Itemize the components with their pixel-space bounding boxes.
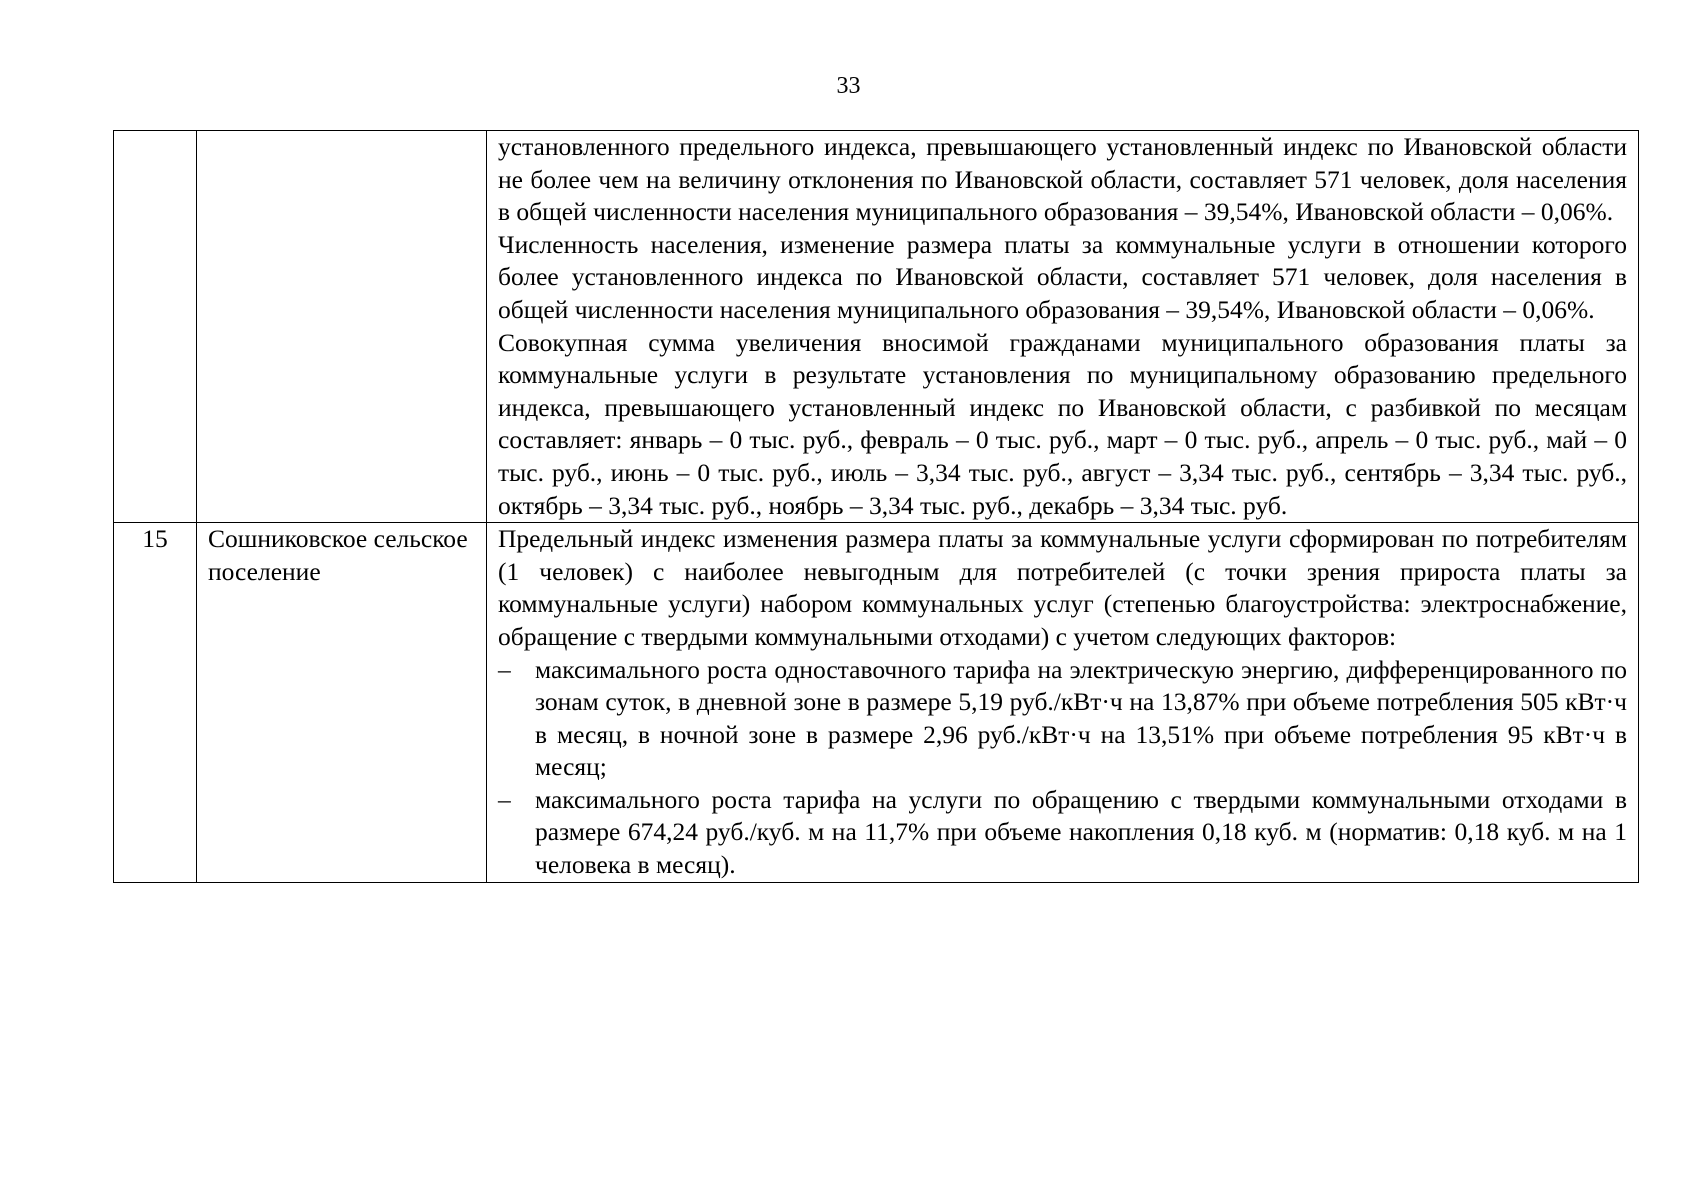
list-item-text: максимального роста одноставочного тарифа на электрическую энергию, дифференцированного по зонам суток, в дневной зоне в размере 5,19 руб./кВт·ч на 13,87% при объеме потребления 505 кВт·ч в месяц, в ночной зоне в размере 2,96 руб./кВт·ч на 13,51% при объеме потребления 95 кВт·ч в месяц; bbox=[535, 654, 1627, 782]
description-paragraph: Совокупная сумма увеличения вносимой гражданами муниципального образования платы за коммунальные услуги в результате установления по муниципальному образованию предельного индекса, превышающего установленный индекс по Ивановской области, с разбивкой по месяцам составляет: январь – 0 тыс. руб., февраль – 0 тыс. руб., март – 0 тыс. руб., апрель – 0 тыс. руб., май – 0 тыс. руб., июнь – 0 тыс. руб., июль – 3,34 тыс. руб., август – 3,34 тыс. руб., сентябрь – 3,34 тыс. руб., октябрь – 3,34 тыс. руб., ноябрь – 3,34 тыс. руб., декабрь – 3,34 тыс. руб. bbox=[498, 327, 1627, 520]
municipality-name-cell: Сошниковское сельское поселение bbox=[197, 523, 487, 883]
description-cell bbox=[487, 523, 1639, 883]
table-row bbox=[114, 523, 1639, 883]
municipal-index-table bbox=[113, 130, 1639, 883]
list-item-text: максимального роста тарифа на услуги по обращению с твердыми коммунальными отходами в размере 674,24 руб./куб. м на 11,7% при объеме накопления 0,18 куб. м (норматив: 0,18 куб. м на 1 человека в месяц). bbox=[535, 784, 1627, 880]
dash-marker: – bbox=[498, 654, 511, 684]
description-cell bbox=[487, 131, 1639, 523]
description-paragraph: Предельный индекс изменения размера платы за коммунальные услуги сформирован по потребителям (1 человек) с наиболее невыгодным для потребителей (с точки зрения прироста платы за коммунальные услуги) набором коммунальных услуг (степенью благоустройства: электроснабжение, обращение с твердыми коммунальными отходами) с учетом следующих факторов: bbox=[498, 524, 1627, 651]
page-number: 33 bbox=[836, 73, 861, 99]
row-number-cell bbox=[114, 131, 197, 523]
description-paragraph: установленного предельного индекса, превышающего установленный индекс по Ивановской области не более чем на величину отклонения по Ивановской области, составляет 571 человек, доля населения в общей численности населения муниципального образования – 39,54%, Ивановской области – 0,06%. bbox=[498, 132, 1627, 227]
table-row bbox=[114, 131, 1639, 523]
list-item bbox=[498, 784, 1627, 882]
dash-marker: – bbox=[498, 784, 511, 814]
row-number-cell: 15 bbox=[114, 523, 197, 883]
factor-list bbox=[498, 654, 1627, 882]
municipality-name-cell bbox=[197, 131, 487, 523]
description-paragraph: Численность населения, изменение размера платы за коммунальные услуги в отношении которого более установленного индекса по Ивановской области, составляет 571 человек, доля населения в общей численности населения муниципального образования – 39,54%, Ивановской области – 0,06%. bbox=[498, 229, 1627, 324]
list-item bbox=[498, 654, 1627, 784]
